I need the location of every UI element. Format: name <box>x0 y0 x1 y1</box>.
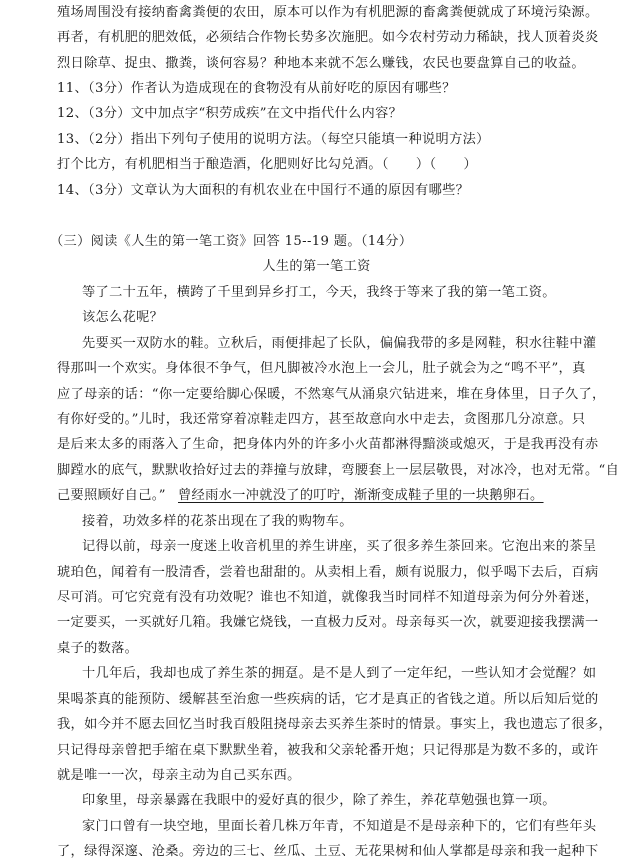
paragraph-line: 家门口曾有一块空地，里面长着几株万年青，不知道是不是母亲种下的，它们有些年头 <box>82 819 597 834</box>
paragraph-line: 了，绿得深邃、沧桑。旁边的三七、丝瓜、土豆、无花果树和仙人掌都是母亲和我一起种下 <box>57 844 599 859</box>
paragraph-line: 就是唯一一次，母亲主动为自己买东西。 <box>57 768 301 783</box>
paragraph-line: 该怎么花呢？ <box>82 310 164 325</box>
paragraph-line: 我，如今并不愿去回忆当时我百般阻挠母亲去买养生茶时的情景。事实上，我也遗忘了很多， <box>57 717 613 732</box>
paragraph-line: 一定要买，一买就好几箱。我嫌它烧钱，一直极力反对。母亲每买一次，就要迎接我摆满一 <box>57 615 599 630</box>
paragraph-line: 琥珀色，闻着有一股清香，尝着也甜甜的。从卖相上看，颇有说服力，似乎喝下去后，百病 <box>57 565 599 580</box>
paragraph-line: 脚蹚水的底气，默默收拾好过去的莽撞与放肆，弯腰套上一层层敬畏，对冰冷，也对无常。“自 <box>57 463 620 478</box>
paragraph-line: 印象里，母亲暴露在我眼中的爱好真的很少，除了养生，养花草勉强也算一项。 <box>82 793 556 808</box>
paragraph-line: 尽可消。可它究竟有没有功效呢？谁也不知道，就像我当时同样不知道母亲为何分外着迷， <box>57 590 599 605</box>
question-14: 14、（3分）文章认为大面积的有机农业在中国行不通的原因有哪些？ <box>57 183 470 198</box>
paragraph-line: 果喝茶真的能预防、缓解甚至治愈一些疾病的话，它才是真正的省钱之道。所以后知后觉的 <box>57 692 599 707</box>
paragraph-line: 等了二十五年，横跨了千里到异乡打工，今天，我终于等来了我的第一笔工资。 <box>82 285 556 300</box>
paragraph-line: 桌子的数落。 <box>57 641 139 656</box>
underlined-sentence: 曾经雨水一冲就没了的叮咛，渐渐变成鞋子里的一块鹅卵石。 <box>178 488 544 503</box>
paragraph-line: 己要照顾好自己。” <box>57 488 166 503</box>
question-11: 11、（3分）作者认为造成现在的食物没有从前好吃的原因有哪些？ <box>57 81 456 96</box>
paragraph-line: 应了母亲的话：“你一定要给脚心保暖，不然寒气从涌泉穴钻进来，堆在身体里，日子久了， <box>57 387 606 402</box>
article-title: 人生的第一笔工资 <box>262 259 371 274</box>
paragraph-line: 十几年后，我却也成了养生茶的拥趸。是不是人到了一定年纪，一些认知才会觉醒？如 <box>82 666 597 681</box>
text-line: 再者，有机肥的肥效低，必须结合作物长势多次施肥。如今农村劳动力稀缺，找人顶着炎炎 <box>57 30 599 45</box>
paragraph-line: 接着，功效多样的花茶出现在了我的购物车。 <box>82 514 353 529</box>
paragraph-line: 有你好受的。”儿时，我还常穿着凉鞋走四方，甚至故意向水中走去，贪图那几分凉意。只 <box>57 412 586 427</box>
paragraph-line: 记得以前，母亲一度迷上收音机里的养生讲座，买了很多养生茶回来。它泡出来的茶呈 <box>82 539 597 554</box>
section-heading: （三）阅读《人生的第一笔工资》回答 15--19 题。（14分） <box>50 234 413 249</box>
paragraph-line: 是后来太多的雨落入了生命，把身体内外的许多小火苗都淋得黯淡或熄灭，于是我再没有赤 <box>57 437 599 452</box>
paragraph-line: 先要买一双防水的鞋。立秋后，雨便排起了长队，偏偏我带的多是网鞋，积水往鞋中灌 <box>82 336 597 351</box>
question-13: 13、（2分）指出下列句子使用的说明方法。（每空只能填一种说明方法） <box>57 132 490 147</box>
text-line: 殖场周围没有接纳畜禽粪便的农田，原本可以作为有机肥源的畜禽粪便就成了环境污染源。 <box>57 5 599 20</box>
question-12: 12、（3分）文中加点字“积劳成疾”在文中指代什么内容？ <box>57 106 403 121</box>
paragraph-line: 得那叫一个欢实。身体很不争气，但凡脚被冷水泡上一会儿，肚子就会为之“鸣不平”，真 <box>57 361 586 376</box>
question-13-sentence: 打个比方，有机肥相当于酿造酒，化肥则好比勾兑酒。（ ）（ ） <box>57 157 477 172</box>
text-line: 烈日除草、捉虫、撒粪，谈何容易？种地本来就不怎么赚钱，农民也要盘算自己的收益。 <box>57 56 585 71</box>
paragraph-line: 只记得母亲曾把手缩在桌下默默坐着，被我和父亲轮番开炮；只记得那是为数不多的，或许 <box>57 743 599 758</box>
